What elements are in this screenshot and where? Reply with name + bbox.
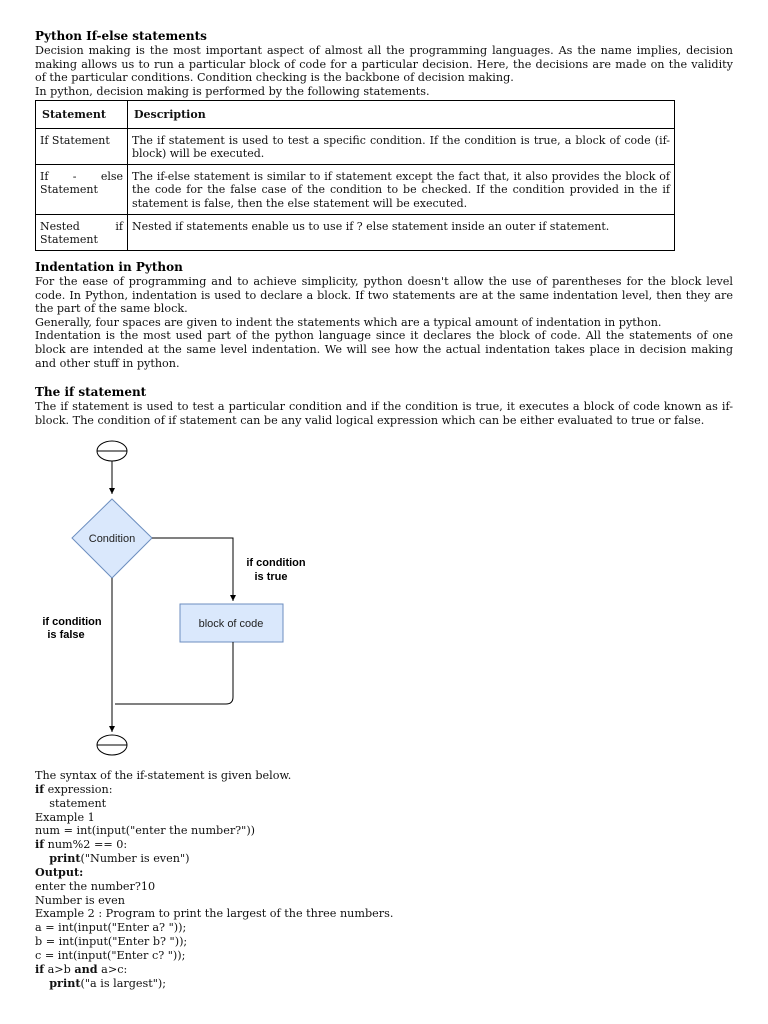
example-2-line-4 (35, 963, 635, 977)
table-cell-statement: If - else Statement (36, 164, 128, 214)
keyword-print: print (49, 975, 81, 990)
condition-label: Condition (88, 533, 136, 545)
false-label-line1: if condition (42, 616, 102, 628)
if-heading: The if statement (35, 385, 147, 399)
if-paragraph: The if statement is used to test a particular condition and if the condition is true, it executes a block of code known as if-block. The condition of if statement can be any valid logical expression which can be either evaluated to true or false. (35, 400, 733, 427)
example-2-label: Example 2 : Program to print the largest of the three numbers. (35, 907, 394, 921)
example-1-label: Example 1 (35, 810, 95, 824)
example-1-line-1: num = int(input("enter the number?")) (35, 824, 256, 838)
keyword-print: print (49, 851, 81, 866)
example-2-line-2: b = int(input("Enter b? ")); (35, 935, 188, 949)
intro-line: In python, decision making is performed by the following statements. (35, 84, 430, 98)
indentation-paragraph-2: Generally, four spaces are given to indent the statements which are a typical amount of indentation in python. (35, 315, 662, 329)
table-header-statement: Statement (36, 101, 128, 129)
keyword-if: if (35, 837, 45, 852)
block-label: block of code (198, 618, 264, 630)
indentation-heading: Indentation in Python (35, 260, 183, 274)
example-2-cond-a: a>b (44, 962, 75, 976)
table-cell-statement: Nested if Statement (36, 214, 128, 250)
intro-paragraph: Decision making is the most important aspect of almost all the programming languages. As the name implies, decision making allows us to run a particular block of code for a particular decision. Here, the decisions are made on the validity of the particular conditions. Condition checking is the backbone of decision making. (35, 44, 733, 85)
output-line-1: enter the number?10 (35, 879, 156, 893)
indentation-paragraph-3: Indentation is the most used part of the python language since it declares the block of code. All the statements of one block are intended at the same level indentation. We will see how the actual indentation takes place in decision making and other stuff in python. (35, 329, 733, 370)
example-1-line-2 (35, 838, 635, 852)
end-terminator (97, 735, 127, 755)
example-1-print-arg: ("Number is even") (80, 852, 190, 866)
keyword-if: if (35, 961, 45, 976)
condition-decision (72, 499, 152, 578)
true-label-line1: if condition (246, 557, 306, 569)
false-label-line2: is false (47, 629, 85, 641)
output-line-2: Number is even (35, 893, 125, 907)
example-2-line-3: c = int(input("Enter c? ")); (35, 948, 186, 962)
true-label-line2: is true (254, 571, 288, 583)
example-2-cond-b: a>c: (97, 962, 128, 976)
ifelse-heading: Python If-else statements (35, 29, 207, 43)
block-to-merge-line (115, 642, 233, 704)
true-branch-arrow (152, 538, 233, 601)
keyword-and: and (74, 961, 98, 976)
table-cell-description: Nested if statements enable us to use if ? else statement inside an outer if statement. (128, 214, 675, 250)
syntax-intro: The syntax of the if-statement is given below. (35, 769, 292, 782)
example-1-line-3 (35, 852, 635, 866)
indentation-paragraph-1: For the ease of programming and to achieve simplicity, python doesn't allow the use of parentheses for the block level code. In Python, indentation is used to declare a block. If two statements are at the same indentation level, then they are the part of the same block. (35, 275, 733, 316)
syntax-expression: expression: (44, 782, 113, 796)
example-2-line-1: a = int(input("Enter a? ")); (35, 921, 187, 935)
table-cell-description: The if statement is used to test a specific condition. If the condition is true, a block of code (if-block) will be executed. (128, 128, 675, 164)
output-label: Output: (35, 864, 84, 879)
table-header-description: Description (128, 101, 675, 129)
table-cell-statement: If Statement (36, 128, 128, 164)
syntax-line-1 (35, 783, 635, 797)
code-section (35, 769, 635, 991)
table-cell-description: The if-else statement is similar to if statement except the fact that, it also provides the block of the code for the false case of the condition to be checked. If the condition provided in the if statement is false, then the else statement will be executed. (128, 164, 675, 214)
keyword-if: if (35, 781, 45, 796)
example-2-line-5 (35, 977, 635, 991)
example-2-print-arg: ("a is largest"); (80, 976, 167, 990)
block-of-code-box (180, 604, 283, 642)
start-terminator (97, 441, 127, 461)
example-1-condition: num%2 == 0: (44, 838, 128, 852)
syntax-line-2: statement (35, 796, 107, 810)
